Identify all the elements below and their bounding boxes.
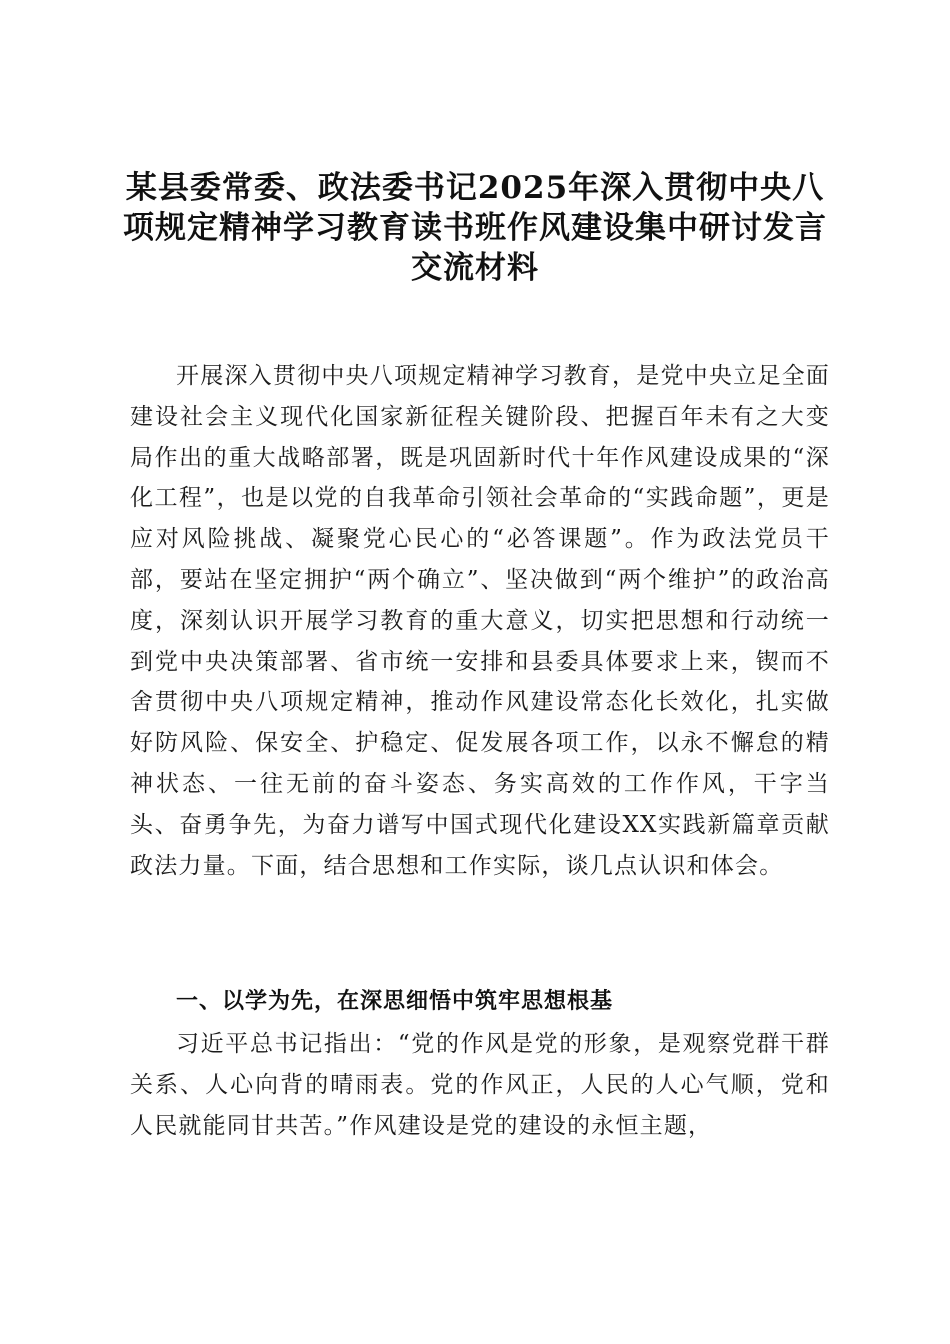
section-heading: 一、以学为先，在深思细悟中筑牢思想根基 [176,989,614,1014]
intro-paragraph: 开展深入贯彻中央八项规定精神学习教育，是党中央立足全面建设社会主义现代化国家新征程关键阶段、把握百年未有之大变局作出的重大战略部署，既是巩固新时代十年作风建设成果的“深化工程”，也是以党的自我革命引领社会革命的“实践命题”，更是应对风险挑战、凝聚党心民心的“必答课题”。作为政法党员干部，要站在坚定拥护“两个确立”、坚决做到“两个维护”的政治高度，深刻认识开展学习教育的重大意义，切实把思想和行动统一到党中央决策部署、省市统一安排和县委具体要求上来，锲而不舍贯彻中央八项规定精神，推动作风建设常态化长效化，扎实做好防风险、保安全、护稳定、促发展各项工作，以永不懈怠的精神状态、一往无前的奋斗姿态、务实高效的工作作风，干字当头、奋勇争先，为奋力谱写中国式现代化建设XX实践新篇章贡献政法力量。下面，结合思想和工作实际，谈几点认识和体会。 [130,363,830,879]
document-title: 某县委常委、政法委书记2025年深入贯彻中央八项规定精神学习教育读书班作风建设集中研讨发言交流材料 [123,170,827,286]
section-paragraph: 习近平总书记指出：“党的作风是党的形象，是观察党群干群关系、人心向背的晴雨表。党的作风正，人民的人心气顺，党和人民就能同甘共苦。”作风建设是党的建设的永恒主题， [130,1031,830,1139]
